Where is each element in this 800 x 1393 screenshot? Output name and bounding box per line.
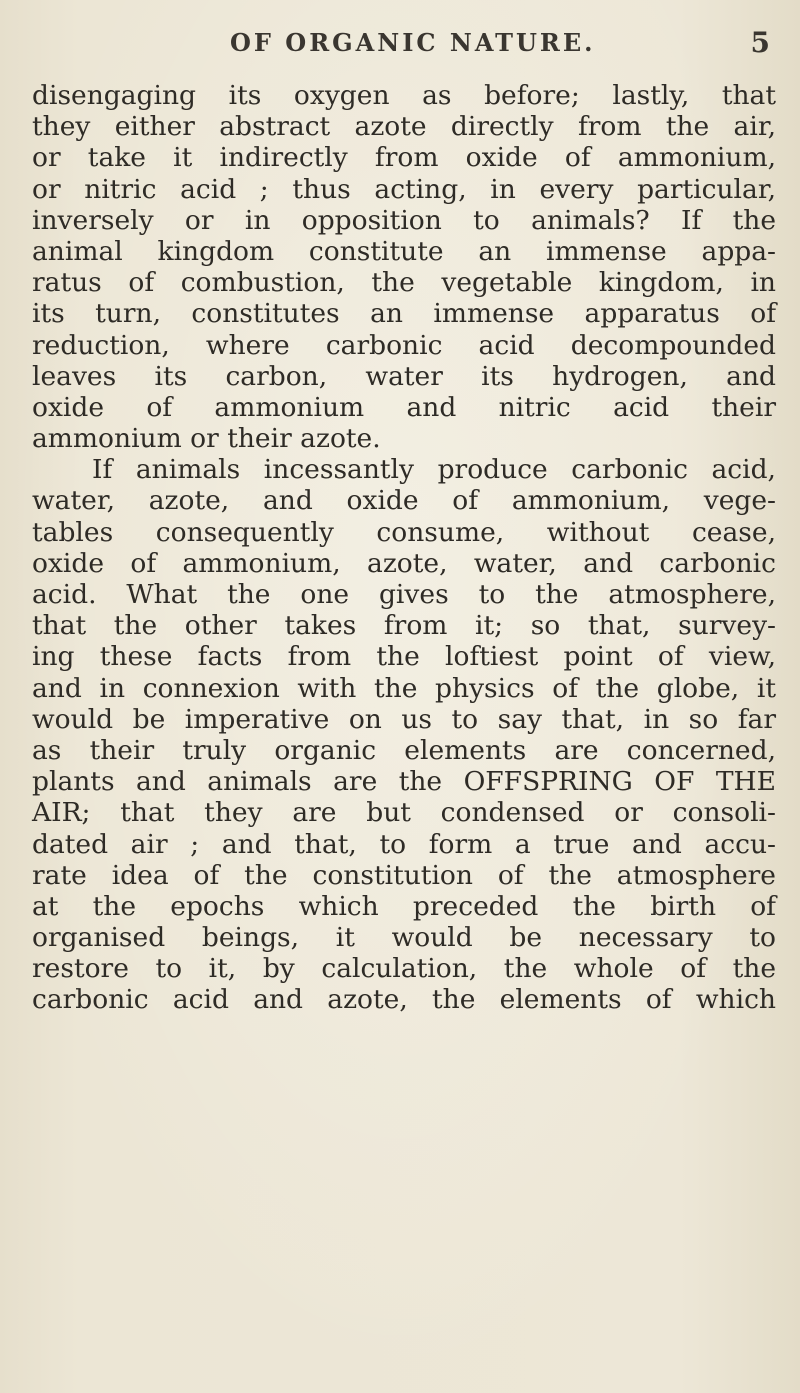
text-line: and in connexion with the physics of the globe, it [32,672,776,704]
body-text [32,80,776,1016]
text-line: leaves its carbon, water its hydrogen, and [32,360,776,392]
text-line: AIR; that they are but condensed or consoli- [32,797,776,829]
text-line: plants and animals are the OFFSPRING OF THE [32,766,776,798]
text-line: or nitric acid ; thus acting, in every particular, [32,173,776,205]
text-line: ing these facts from the loftiest point of view, [32,641,776,673]
text-line: reduction, where carbonic acid decompounded [32,329,776,361]
text-line: or take it indirectly from oxide of ammonium, [32,142,776,174]
text-line: animal kingdom constitute an immense appa- [32,235,776,267]
page-number: 5 [750,26,770,59]
text-line: that the other takes from it; so that, survey- [32,610,776,642]
text-line: its turn, constitutes an immense apparatus of [32,298,776,330]
text-line: acid. What the one gives to the atmosphere, [32,579,776,610]
text-line: they either abstract azote directly from the air, [32,111,776,143]
running-head [230,28,770,68]
paragraph-start-line: If animals incessantly produce carbonic acid, [92,454,776,486]
text-line: restore to it, by calculation, the whole of the [32,953,776,985]
paragraph-end-line: ammonium or their azote. [32,423,381,455]
text-line: as their truly organic elements are concerned, [32,734,776,766]
text-line: organised beings, it would be necessary to [32,922,776,954]
text-line: disengaging its oxygen as before; lastly, that [32,80,776,111]
text-line: oxide of ammonium and nitric acid their [32,391,776,423]
text-line: oxide of ammonium, azote, water, and carbonic [32,547,776,579]
text-line: carbonic acid and azote, the elements of which [32,984,776,1016]
running-title: OF ORGANIC NATURE. [230,28,596,57]
text-line: would be imperative on us to say that, in so far [32,703,776,735]
text-line: rate idea of the constitution of the atmosphere [32,859,776,891]
text-line: dated air ; and that, to form a true and accu- [32,828,776,860]
text-line: tables consequently consume, without cease, [32,516,776,548]
text-line: ratus of combustion, the vegetable kingdom, in [32,267,776,299]
text-line: at the epochs which preceded the birth of [32,890,776,922]
text-line: water, azote, and oxide of ammonium, vege- [32,485,776,517]
text-line: inversely or in opposition to animals? If the [32,204,776,236]
